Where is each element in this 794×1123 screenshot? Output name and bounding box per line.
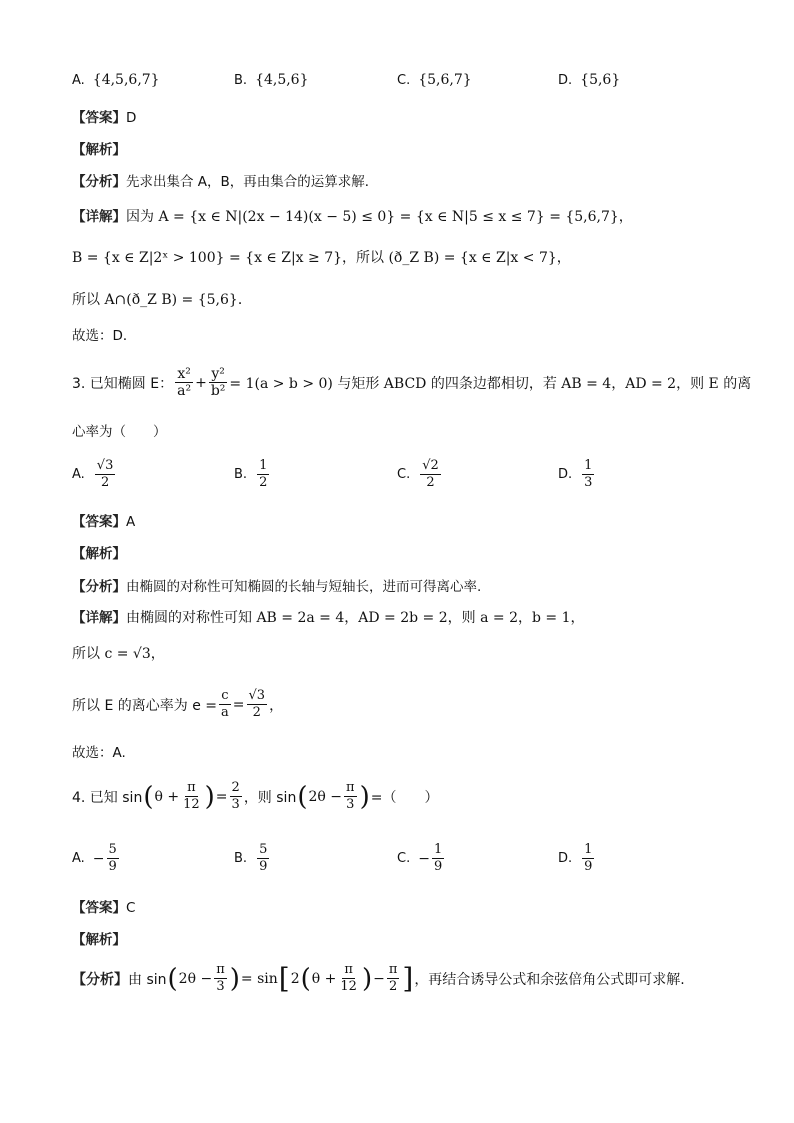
fraction-y (209, 366, 228, 399)
q3-guxuan: 故选：A. (72, 745, 126, 761)
frac-numerator: π (187, 780, 196, 795)
xiangjie-tag: 【详解】 (72, 610, 126, 626)
q3-stem-line-2: 心率为（ ） (72, 424, 167, 440)
q4-stem: 4. 已知 sin ( θ + $\frac{\pi}{12}$ ) = $\frac{2}{3}$ ，则 sin ( 2θ − $\frac{\pi}{3}$ ) =（ ） (72, 780, 439, 812)
q4-option-d (558, 842, 596, 875)
answer-value: D (126, 110, 137, 126)
q3-xiangjie (72, 608, 724, 628)
option-value: {4,5,6} (255, 72, 309, 88)
option-fraction (582, 842, 594, 875)
frac-denominator: 12 (340, 979, 357, 994)
option-label: C. (397, 467, 411, 482)
q2-fenxi (72, 172, 724, 192)
answer-tag: 【答案】 (72, 514, 126, 530)
frac-denominator: 9 (433, 859, 443, 874)
frac-denominator: 2 (259, 475, 268, 490)
q4-answer (72, 898, 724, 918)
frac-numerator: π (388, 962, 398, 977)
frac-numerator: √3 (248, 688, 266, 703)
option-value: {5,6,7} (418, 72, 472, 88)
frac-numerator: π (344, 962, 353, 977)
fenxi-eq-sin: = sin (240, 970, 278, 987)
frac-numerator: π (216, 962, 225, 977)
q4-stem-sin: 4. 已知 sin (72, 789, 143, 806)
option-fraction (107, 842, 119, 875)
frac-numerator: √3 (96, 458, 114, 473)
q2-xiangjie-line-3: 所以 A∩(ð_Z B) = {5,6}． (72, 292, 252, 308)
fraction-2-3 (230, 780, 242, 813)
q4-option-a (72, 842, 121, 875)
q2-option-d (558, 72, 620, 88)
fenxi-tag: 【分析】 (72, 174, 126, 190)
fraction-x (175, 366, 193, 399)
xiangjie-text: 由椭圆的对称性可知 AB = 2a = 4，AD = 2b = 2，则 a = 2，b = 1， (126, 610, 585, 626)
analysis-tag: 【解析】 (72, 932, 126, 948)
q3-option-d (558, 458, 596, 491)
q3-stem: 3. 已知椭圆 E： $\frac{\text{x²}}{\text{a²}}$ + $\frac{\text{y²}}{\text{b²}}$ = 1(a > b > 0) 与矩形 ABCD 的四条边都相切，若 AB = 4，AD = 2，则 E 的离 (72, 366, 752, 399)
option-fraction (420, 458, 441, 491)
q4-stem-theta: θ + (154, 788, 180, 805)
fenxi-rest: ，再结合诱导公式和余弦倍角公式即可求解. (414, 971, 685, 988)
option-label: A. (72, 72, 85, 88)
frac-denominator: 3 (231, 797, 240, 812)
option-fraction (432, 842, 444, 875)
xiangjie-tag: 【详解】 (72, 209, 126, 225)
q2-guxuan: 故选：D． (72, 328, 137, 344)
fenxi-tag: 【分析】 (72, 971, 128, 988)
answer-value: C (126, 900, 136, 916)
frac-denominator: a² (177, 383, 192, 399)
frac-numerator: y² (211, 366, 225, 382)
q2-analysis-tag (72, 140, 724, 160)
q3-option-a (72, 458, 117, 491)
option-fraction (582, 458, 594, 491)
answer-tag: 【答案】 (72, 110, 126, 126)
q2-xiangjie (72, 207, 724, 227)
option-value: {4,5,6,7} (92, 72, 160, 88)
fenxi-text: 先求出集合 A，B，再由集合的运算求解． (126, 174, 379, 190)
equals-sign: = (232, 696, 245, 713)
option-label: A. (72, 467, 85, 482)
fenxi-2theta: 2θ − (178, 970, 213, 987)
frac-numerator: 2 (231, 780, 240, 795)
fraction-c-a (219, 688, 231, 721)
option-label: C. (397, 72, 411, 88)
option-label: A. (72, 851, 85, 866)
fraction-pi-12 (338, 962, 359, 995)
q2-answer (72, 108, 724, 128)
option-label: D. (558, 851, 573, 866)
q4-analysis-tag (72, 930, 724, 950)
frac-denominator: a (221, 705, 229, 720)
frac-denominator: 12 (183, 797, 200, 812)
q4-stem-end: =（ ） (370, 789, 439, 806)
frac-denominator: 3 (584, 475, 593, 490)
frac-denominator: 3 (346, 797, 355, 812)
frac-denominator: 9 (259, 859, 268, 874)
q2-xiangjie-line-2: B = {x ∈ Z|2ˣ > 100} = {x ∈ Z|x ≥ 7}，所以 (ð_Z B) = {x ∈ Z|x < 7}， (72, 250, 571, 266)
q4-stem-2theta: 2θ − (308, 788, 343, 805)
option-label: B. (234, 467, 248, 482)
frac-denominator: 9 (108, 859, 117, 874)
option-sign: − (92, 850, 105, 867)
option-label: B. (234, 851, 248, 866)
frac-numerator: 1 (584, 842, 593, 857)
frac-numerator: 5 (108, 842, 117, 857)
q3-option-c (397, 458, 443, 491)
q2-option-a (72, 72, 160, 88)
option-fraction (257, 842, 269, 875)
answer-tag: 【答案】 (72, 900, 126, 916)
frac-denominator: 9 (584, 859, 593, 874)
line-end: ， (269, 697, 284, 714)
q3-option-b (234, 458, 271, 491)
q3-stem-rest: = 1(a > b > 0) 与矩形 ABCD 的四条边都相切，若 AB = 4，AD = 2，则 E 的离 (229, 375, 752, 392)
q2-option-b (234, 72, 309, 88)
q3-xiangjie-line-2: 所以 c = √3， (72, 646, 165, 662)
analysis-tag: 【解析】 (72, 142, 126, 158)
fraction-pi-12 (181, 780, 202, 813)
q3-fenxi (72, 577, 724, 597)
fenxi-two: 2 (290, 970, 300, 987)
equals-sign: = (215, 788, 228, 805)
frac-numerator: π (346, 780, 355, 795)
q3-xiangjie-line-3 (72, 688, 283, 721)
frac-denominator: 2 (252, 705, 261, 720)
option-fraction (257, 458, 269, 491)
option-value: {5,6} (580, 72, 621, 88)
fraction-sqrt3-2 (247, 688, 268, 721)
fraction-pi-3 (214, 962, 227, 995)
frac-denominator: 3 (216, 979, 225, 994)
frac-denominator: 2 (426, 475, 435, 490)
frac-numerator: √2 (422, 458, 439, 473)
q3-stem-start: 3. 已知椭圆 E： (72, 375, 174, 392)
frac-numerator: 1 (584, 458, 593, 473)
option-fraction (95, 458, 116, 491)
option-sign: − (418, 850, 430, 867)
option-label: D. (558, 72, 573, 88)
fraction-pi-3 (344, 780, 357, 813)
fenxi-sin: 由 sin (128, 971, 167, 988)
q4-option-b (234, 842, 271, 875)
frac-numerator: 5 (259, 842, 268, 857)
frac-denominator: 2 (388, 979, 398, 994)
frac-denominator: 2 (100, 475, 110, 490)
fenxi-text: 由椭圆的对称性可知椭圆的长轴与短轴长，进而可得离心率. (126, 579, 482, 595)
analysis-tag: 【解析】 (72, 546, 126, 562)
frac-numerator: 1 (433, 842, 443, 857)
q2-option-c (397, 72, 472, 88)
option-label: B. (234, 72, 248, 88)
fenxi-minus: − (373, 970, 385, 987)
q3-answer (72, 512, 724, 532)
q3-analysis-tag (72, 544, 724, 564)
frac-numerator: c (221, 688, 229, 703)
q4-option-c (397, 842, 446, 875)
fraction-pi-2 (387, 962, 400, 995)
frac-numerator: 1 (259, 458, 268, 473)
option-label: C. (397, 851, 411, 866)
line-text: 所以 E 的离心率为 e = (72, 697, 217, 714)
option-label: D. (558, 467, 573, 482)
q4-stem-then: ，则 sin (243, 789, 297, 806)
answer-value: A (126, 514, 136, 530)
fenxi-tag: 【分析】 (72, 579, 126, 595)
fenxi-theta: θ + (311, 970, 337, 987)
xiangjie-line-1: 因为 A = {x ∈ N|(2x − 14)(x − 5) ≤ 0} = {x ∈ N|5 ≤ x ≤ 7} = {5,6,7}， (126, 209, 633, 225)
q4-fenxi: 【分析】 由 sin ( 2θ − $\frac{\pi}{3}$ ) = sin [ 2 ( θ + $\frac{\pi}{12}$ ) − $\frac{\pi}{2}$ ] ，再结合诱导公式和余弦倍角公式即可求解. (72, 962, 685, 995)
frac-numerator: x² (177, 366, 191, 382)
frac-denominator: b² (210, 383, 226, 399)
